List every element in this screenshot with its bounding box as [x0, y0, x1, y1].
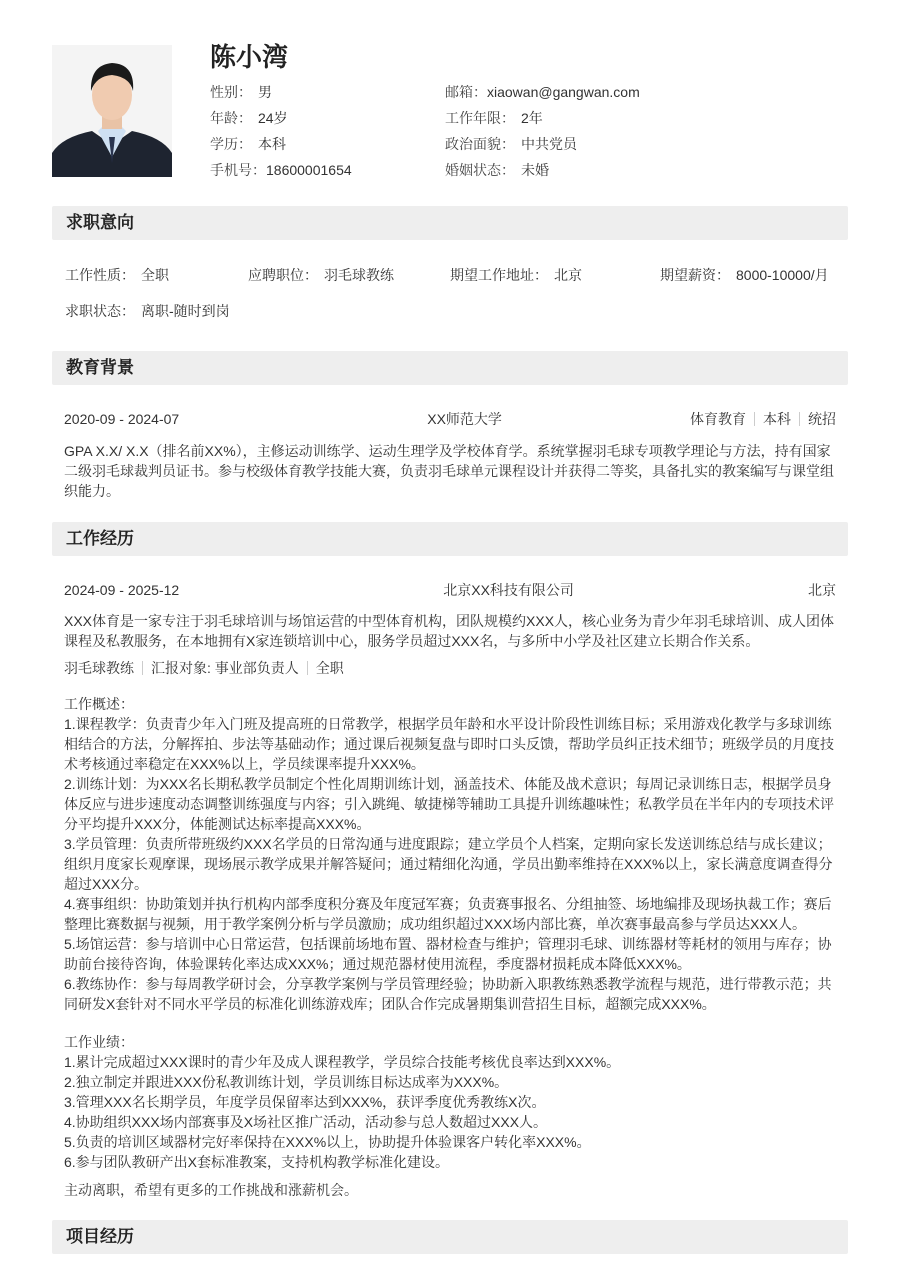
intent-salary: 期望薪资： 8000-10000/月 [660, 267, 829, 283]
overview-item: 4.赛事组织：协助策划并执行机构内部季度积分赛及年度冠军赛；负责赛事报名、分组抽签、场地编排及现场执裁工作；赛后整理比赛数据与视频，用于教学案例分析与学员激励；成功组织超过XXX场内部比赛，单次赛事最高参与学员达XXX人。 [64, 896, 832, 932]
work-period: 2024-09 - 2025-12 [64, 582, 180, 598]
intent-row-1 [52, 265, 848, 285]
overview-item: 1.课程教学：负责青少年入门班及提高班的日常教学，根据学员年龄和水平设计阶段性训练目标；采用游戏化教学与多球训练相结合的方法，分解挥拍、步法等基础动作；通过课后视频复盘与即时口头反馈，帮助学员纠正技术细节；班级学员的月度技术考核通过率稳定在XXX%以上，学员续课率提升XXX%。 [64, 716, 834, 772]
personal-info-right [445, 79, 640, 183]
degree-field: 学历： 本科 [210, 136, 286, 152]
overview-item: 3.学员管理：负责所带班级约XXX名学员的日常沟通与进度跟踪；建立学员个人档案，定期向家长发送训练总结与成长建议；组织月度家长观摩课，现场展示教学成果并解答疑问；通过精细化沟通，学员出勤率维持在XXX%以上，家长满意度调查得分超过XXX分。 [64, 836, 833, 892]
result-item: 1.累计完成超过XXX课时的青少年及成人课程教学，学员综合技能考核优良率达到XXX%。 [64, 1054, 621, 1070]
marital-status-field: 婚姻状态： 未婚 [445, 162, 549, 178]
profile-photo [52, 45, 172, 177]
work-years-field: 工作年限： 2年 [445, 110, 543, 126]
candidate-name: 陈小湾 [210, 42, 289, 72]
intent-status: 求职状态： 离职-随时到岗 [65, 303, 230, 319]
section-header-work: 工作经历 [52, 522, 848, 556]
intent-position: 应聘职位： 羽毛球教练 [248, 267, 394, 283]
education-description: GPA X.X/ X.X（排名前XX%），主修运动训练学、运动生理学及学校体育学。系统掌握羽毛球专项教学理论与方法，持有国家二级羽毛球裁判员证书。参与校级体育教学技能大赛，负责羽毛球单元课程设计并获得二等奖，具备扎实的教案编写与课堂组织能力。 [64, 443, 834, 499]
personal-info-left [210, 79, 352, 183]
work-row [64, 580, 836, 600]
overview-item: 5.场馆运营：参与培训中心日常运营，包括课前场地布置、器材检查与维护；管理羽毛球、训练器材等耗材的领用与库存；协助前台接待咨询，体验课转化率达成XXX%；通过规范器材使用流程，季度器材损耗成本降低XXX%。 [64, 936, 832, 972]
leave-reason: 主动离职，希望有更多的工作挑战和涨薪机会。 [64, 1182, 358, 1198]
email-field: 邮箱：xiaowan@gangwan.com [445, 84, 640, 100]
phone-field: 手机号：18600001654 [210, 162, 352, 178]
section-header-project: 项目经历 [52, 1220, 848, 1254]
company-intro: XXX体育是一家专注于羽毛球培训与场馆运营的中型体育机构，团队规模约XXX人，核心业务为青少年羽毛球培训、成人团体课程及私教服务，在本地拥有X家连锁培训中心，服务学员超过XXX名，与多所中小学及社区建立长期合作关系。 [64, 613, 835, 649]
section-header-intent: 求职意向 [52, 206, 848, 240]
education-row [64, 409, 836, 429]
result-item: 3.管理XXX名长期学员，年度学员保留率达到XXX%，获评季度优秀教练X次。 [64, 1094, 546, 1110]
gender-field: 性别： 男 [210, 84, 272, 100]
age-field: 年龄： 24岁 [210, 110, 288, 126]
work-results: 工作业绩： 1.累计完成超过XXX课时的青少年及成人课程教学，学员综合技能考核优良率达到XXX%。 2.独立制定并跟进XXX份私教训练计划，学员训练目标达成率为XXX%。 3.管理XXX名长期学员，年度学员保留率达到XXX%，获评季度优秀教练X次。 4.协助组织XXX场内部赛事及X场社区推广活动，活动参与总人数超过XXX人。 5.负责的培训区域器材完好率保持在XXX%以上，协助提升体验课客户转化率XXX%。 6.参与团队教研产出X套标准教案，支持机构教学标准化建设。 [64, 1032, 836, 1172]
result-item: 5.负责的培训区域器材完好率保持在XXX%以上，协助提升体验课客户转化率XXX%。 [64, 1134, 591, 1150]
result-item: 6.参与团队教研产出X套标准教案，支持机构教学标准化建设。 [64, 1154, 450, 1170]
intent-location: 期望工作地址： 北京 [450, 267, 582, 283]
education-period: 2020-09 - 2024-07 [64, 411, 180, 427]
overview-item: 6.教练协作：参与每周教学研讨会，分享教学案例与学员管理经验；协助新入职教练熟悉教学流程与规范，进行带教示范；共同研发X套针对不同水平学员的标准化训练游戏库；团队合作完成暑期集训营招生目标，超额完成XXX%。 [64, 976, 832, 1012]
intent-row-2 [52, 301, 848, 321]
result-item: 2.独立制定并跟进XXX份私教训练计划，学员训练目标达成率为XXX%。 [64, 1074, 509, 1090]
work-company: 北京XX科技有限公司 [443, 582, 574, 598]
education-school: XX师范大学 [427, 411, 502, 427]
intent-job-type: 工作性质： 全职 [65, 267, 169, 283]
work-tags: 羽毛球教练 汇报对象: 事业部负责人 全职 [64, 660, 344, 676]
section-header-education: 教育背景 [52, 351, 848, 385]
political-status-field: 政治面貌： 中共党员 [445, 136, 577, 152]
work-overview: 工作概述： 1.课程教学：负责青少年入门班及提高班的日常教学，根据学员年龄和水平设计阶段性训练目标；采用游戏化教学与多球训练相结合的方法，分解挥拍、步法等基础动作；通过课后视频复盘与即时口头反馈，帮助学员纠正技术细节；班级学员的月度技术考核通过率稳定在XXX%以上，学员续课率提升XXX%。 2.训练计划：为XXX名长期私教学员制定个性化周期训练计划，涵盖技术、体能及战术意识；每周记录训练日志，根据学员身体反应与进步速度动态调整训练强度与内容；引入跳绳、敏捷梯等辅助工具提升训练趣味性；私教学员在半年内的专项技术评分平均提升XXX分，体能测试达标率提高XXX%。 3.学员管理：负责所带班级约XXX名学员的日常沟通与进度跟踪；建立学员个人档案，定期向家长发送训练总结与成长建议；组织月度家长观摩课，现场展示教学成果并解答疑问；通过精细化沟通，学员出勤率维持在XXX%以上，家长满意度调查得分超过XXX分。 4.赛事组织：协助策划并执行机构内部季度积分赛及年度冠军赛；负责赛事报名、分组抽签、场地编排及现场执裁工作；赛后整理比赛数据与视频，用于教学案例分析与学员激励；成功组织超过XXX场内部比赛，单次赛事最高参与学员达XXX人。 5.场馆运营：参与培训中心日常运营，包括课前场地布置、器材检查与维护；管理羽毛球、训练器材等耗材的领用与库存；协助前台接待咨询，体验课转化率达成XXX%；通过规范器材使用流程，季度器材损耗成本降低XXX%。 6.教练协作：参与每周教学研讨会，分享教学案例与学员管理经验；协助新入职教练熟悉教学流程与规范，进行带教示范；共同研发X套针对不同水平学员的标准化训练游戏库；团队合作完成暑期集训营招生目标，超额完成XXX%。 [64, 696, 834, 1012]
education-tags: 体育教育 本科 统招 [689, 411, 836, 427]
overview-item: 2.训练计划：为XXX名长期私教学员制定个性化周期训练计划，涵盖技术、体能及战术意识；每周记录训练日志，根据学员身体反应与进步速度动态调整训练强度与内容；引入跳绳、敏捷梯等辅助工具提升训练趣味性；私教学员在半年内的专项技术评分平均提升XXX分，体能测试达标率提高XXX%。 [64, 776, 834, 832]
result-item: 4.协助组织XXX场内部赛事及X场社区推广活动，活动参与总人数超过XXX人。 [64, 1114, 548, 1130]
work-city: 北京 [807, 582, 836, 598]
